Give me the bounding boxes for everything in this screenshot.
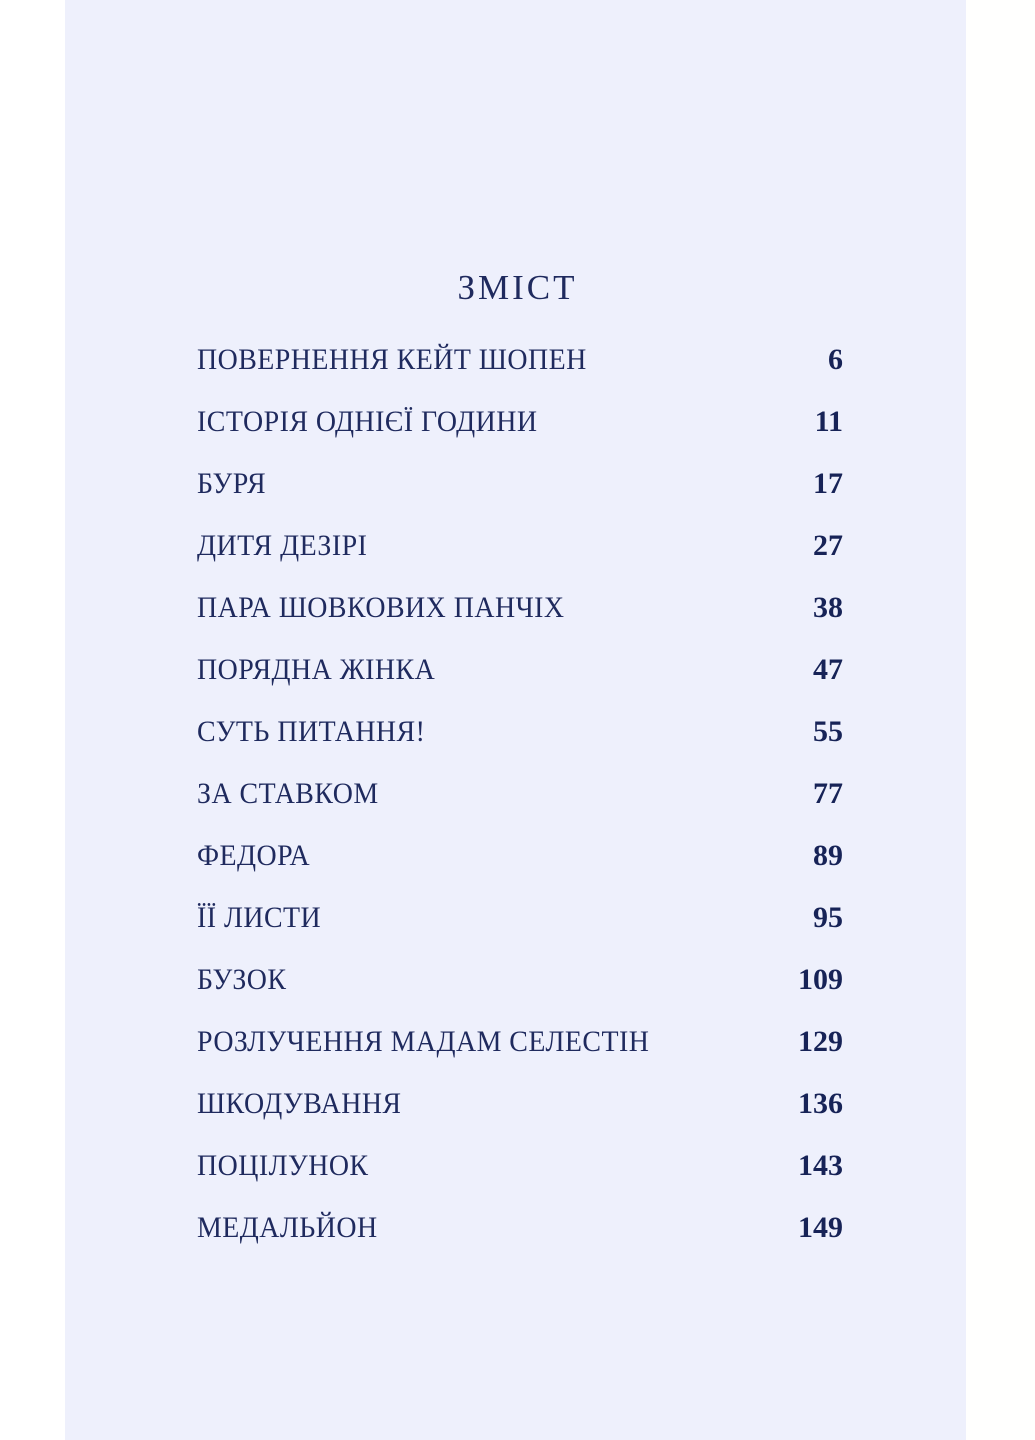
toc-entry[interactable]	[197, 1212, 843, 1274]
toc-entry-page-number: 47	[813, 653, 843, 686]
toc-entry-page-number: 89	[813, 839, 843, 872]
toc-entry-page-number: 27	[813, 529, 843, 562]
toc-entry[interactable]	[197, 902, 843, 964]
toc-entry[interactable]	[197, 840, 843, 902]
toc-entry-title: ПОРЯДНА ЖІНКА	[197, 653, 436, 686]
toc-entry-page-number: 109	[798, 963, 843, 996]
toc-entry[interactable]	[197, 964, 843, 1026]
toc-entry-title: МЕДАЛЬЙОН	[197, 1211, 378, 1244]
toc-entry[interactable]	[197, 468, 843, 530]
toc-entry[interactable]	[197, 1150, 843, 1212]
toc-entry[interactable]	[197, 654, 843, 716]
toc-entry-title: ЗА СТАВКОМ	[197, 777, 379, 810]
toc-entry-list	[197, 344, 843, 1274]
toc-entry[interactable]	[197, 406, 843, 468]
toc-entry[interactable]	[197, 592, 843, 654]
toc-entry-page-number: 143	[798, 1149, 843, 1182]
toc-entry-page-number: 136	[798, 1087, 843, 1120]
toc-entry-page-number: 11	[814, 405, 843, 438]
toc-entry-title: ШКОДУВАННЯ	[197, 1087, 402, 1120]
toc-entry-title: ПАРА ШОВКОВИХ ПАНЧІХ	[197, 591, 565, 624]
toc-entry-page-number: 17	[813, 467, 843, 500]
page-title: ЗМІСТ	[457, 268, 578, 307]
toc-entry-title: ФЕДОРА	[197, 839, 311, 872]
toc-entry-title: ЇЇ ЛИСТИ	[197, 901, 322, 934]
toc-entry[interactable]	[197, 344, 843, 406]
toc-entry-title: ПОВЕРНЕННЯ КЕЙТ ШОПЕН	[197, 343, 587, 376]
toc-entry[interactable]	[197, 716, 843, 778]
toc-entry-title: ІСТОРІЯ ОДНІЄЇ ГОДИНИ	[197, 405, 538, 438]
toc-entry-page-number: 95	[813, 901, 843, 934]
toc-entry-page-number: 38	[813, 591, 843, 624]
toc-entry-page-number: 55	[813, 715, 843, 748]
toc-entry-page-number: 149	[798, 1211, 843, 1244]
toc-entry[interactable]	[197, 1088, 843, 1150]
toc-entry-title: БУРЯ	[197, 467, 267, 500]
toc-entry[interactable]	[197, 530, 843, 592]
toc-entry[interactable]	[197, 778, 843, 840]
toc-entry-title: ДИТЯ ДЕЗІРІ	[197, 529, 368, 562]
toc-entry-page-number: 129	[798, 1025, 843, 1058]
toc-entry-title: РОЗЛУЧЕННЯ МАДАМ СЕЛЕСТІН	[197, 1025, 650, 1058]
toc-entry[interactable]	[197, 1026, 843, 1088]
toc-entry-title: БУЗОК	[197, 963, 287, 996]
toc-entry-title: ПОЦІЛУНОК	[197, 1149, 369, 1182]
toc-entry-title: СУТЬ ПИТАННЯ!	[197, 715, 426, 748]
toc-entry-page-number: 77	[813, 777, 843, 810]
toc-entry-page-number: 6	[828, 343, 843, 376]
